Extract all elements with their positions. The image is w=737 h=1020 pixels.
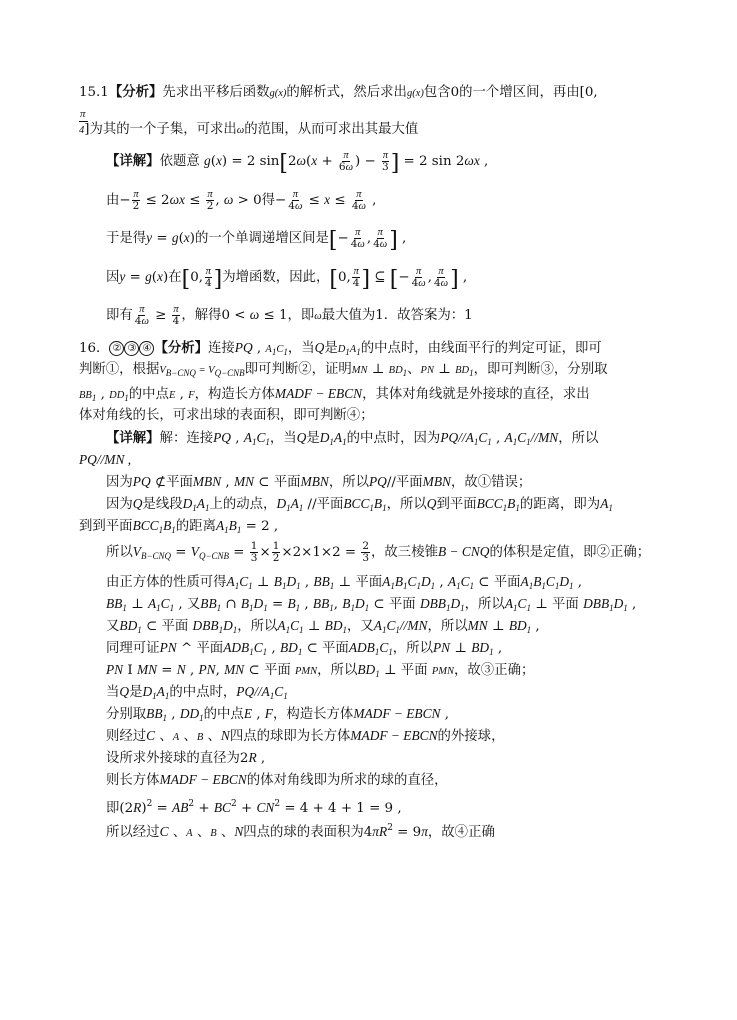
p16-detail-12: 当Q是$D_1A_1$的中点时，$PQ//A_1C_1$ [106,684,288,701]
p16-text: 、 [407,362,421,377]
p16-text: ，故三棱锥 [371,545,438,560]
p15-text: 即有 [106,308,133,323]
p16-detail-tag: 【详解】 [106,430,160,446]
p15-text: 包含0的一个增区间，再由[0, [423,85,598,100]
p16-text: ，所以 [386,497,427,512]
p15-text: ，即 [287,308,315,323]
p16-text: 当 [106,685,120,700]
p15-text: ，解得 [181,308,222,323]
p16-text: 的体对角线即为所求的球的直径， [246,773,448,788]
p16-text: 平面 [196,641,224,656]
p16-answer-4: ④ [139,341,154,356]
p16-text: ，所以 [237,619,278,634]
p16-detail-1: 【详解】解：连接PQ , $A_1C_1$，当Q是$D_1A_1$的中点时，因为$PQ//A_1C_1$ , $A_1C_1//MN$，所以 [106,430,599,447]
p16-detail-11: PN I MN = N , PN, MN ⊂ 平面 PMN，所以$BD_1$ ⊥ 平面 PMN，故③正确； [106,662,535,679]
p16-text: 的体积是定值，即②正确； [489,545,651,560]
p16-text: ，所以 [317,663,358,678]
p16-text: ，故①错误； [450,475,532,490]
p16-text: 分别取 [106,707,147,722]
p16-detail-7: 由正方体的性质可得$A_1C_1$ ⊥ $B_1D_1$ , $BB_1$ ⊥ 平面$A_1B_1C_1D_1$ , $A_1C_1$ ⊂ 平面$A_1B_1C_1D_1$ , [106,574,583,591]
p16-text: ，所以 [328,475,369,490]
p16-text: 则长方体 [106,773,160,788]
p16-text: 的中点时，由线面平行的判定可证，即可 [360,341,602,356]
p16-text: 连接 [208,341,235,356]
p16-detail-10: 同理可证PN ^ 平面$ADB_1C_1$ , $BD_1$ ⊂ 平面$ADB_1C_1$，所以PN ⊥ $BD_1$ , [106,640,503,657]
p16-text: ，即可判断③，分别取 [473,362,608,377]
p16-text: 是 [324,341,338,356]
p16-text: 平面 [316,497,344,512]
p16-text: ，构造长方体 [272,707,354,722]
p16-detail-18: 所以经过C 、A 、B 、N四点的球的表面积为$4\pi R^2 = 9\pi$，故④正确 [106,823,495,840]
p15-text: 先求出平移后函数 [162,85,270,100]
p15-text: 依题意 [159,154,200,169]
p16-text: 解：连接 [159,431,214,446]
p16-text: 四点的球即为长方体 [229,729,351,744]
p16-analysis-tag: 【分析】 [154,340,208,356]
p16-text: 的中点时， [169,685,237,700]
p15-text: 在 [168,270,182,285]
p16-text: 的中点时，因为 [346,431,441,446]
p16-text: 到平面 [436,497,477,512]
p16-detail-2: PQ//MN , [79,452,132,467]
p15-text: 的一个单调递增区间是 [194,231,329,246]
p15-detail-tag: 【详解】 [106,153,160,169]
p15-text: 于是得 [106,231,147,246]
p16-text: 因为 [106,475,133,490]
p16-text: 体对角线的长，可求出球的表面积，即可判断④； [79,408,374,423]
p16-line-4 [79,406,374,426]
p16-text: 判断①，根据 [79,362,160,377]
p16-text: 即可判断②，证明 [244,362,352,377]
p16-text: ，构造长方体 [194,387,275,402]
p15-line-2 [79,120,418,141]
p16-text: 由正方体的性质可得 [106,575,227,590]
p16-text: ，所以 [427,619,468,634]
p16-text: 是线段 [142,497,183,512]
p16-text: 同理可证 [106,641,160,656]
p16-text: 设所求外接球的直径为 [106,751,240,766]
p16-text: ，其体对角线就是外接球的直径，求出 [362,387,590,402]
p15-number: 15. [79,85,101,100]
p16-detail-13: 分别取$BB_1$ , $DD_1$的中点E , F，构造长方体MADF − EBCN , [106,706,449,723]
p16-text: ，当 [269,431,297,446]
p15-analysis-tag: 【分析】 [108,84,163,100]
p15-omega: ω [236,125,245,136]
p15-line-1 [79,82,598,104]
p16-text: 的距离 [175,519,216,534]
p16-text: 的中点 [128,387,169,402]
p16-detail-15: 设所求外接球的直径为2R , [106,750,266,766]
p16-detail-16: 则长方体MADF − EBCN的体对角线即为所求的球的直径， [106,772,448,788]
p15-text: 的解析式，然后求出 [286,85,407,100]
p16-text: ，所以 [558,431,599,446]
p15-detail-line-2: 由− $\frac{\pi}{2}$ ≤ 2ωx ≤ $\frac{\pi}{2}$ , ω > 0得− $\frac{\pi}{4\omega}$ ≤ x ≤ $\frac{\pi}{4\omega}$ , [106,189,377,212]
p16-answer-2: ② [109,341,124,356]
p16-text: 的外接球， [437,729,505,744]
p16-text: 平面 [395,475,423,490]
p16-text: 所以经过 [106,825,160,840]
p16-text: 是 [129,685,143,700]
p16-detail-3: 因为PQ ⊄平面MBN , MN ⊂ 平面MBN，所以PQ//平面MBN，故①错误； [106,474,532,490]
p16-detail-5: 到到平面$BCC_1B_1$的距离$A_1B_1 = 2$ , [79,518,279,535]
p15-detail-line-4: 因y = g(x)在[0, $\frac{\pi}{4}$ ]为增函数，因此，[0, $\frac{\pi}{4}$ ] ⊆ [− $\frac{\pi}{4\omega}$ , $\frac{\pi}{4\omega}$ ] , [106,266,468,292]
p16-text: 的中点 [203,707,244,722]
p16-text: 则经过 [106,729,147,744]
p16-text: 四点的球的表面积为 [243,825,364,840]
p15-gx: g(x) [269,88,287,99]
p16-line-1: 16． ② ③ ④ 【分析】连接PQ , A1C1，当Q是D1A1的中点时，由线面平行的判定可证，即可 [79,340,602,357]
p16-text: ，又 [347,619,374,634]
p15-text: 由 [106,193,120,208]
p16-number: 16． [79,341,110,356]
p16-text: 到到平面 [79,519,133,534]
p15-text: 的范围，从而可求出其最大值 [244,122,419,137]
p16-text: 是 [306,431,320,446]
p15-text: 得 [261,193,276,208]
p15-detail-line-5: 即有 $\frac{\pi}{4\omega}$ ≥ $\frac{\pi}{4}$ ，解得0 < ω ≤ 1，即ω最大值为1．故答案为：1 [106,304,473,327]
p15-text: 最大值为1．故答案为：1 [321,308,473,323]
p15-detail-line-1: 【详解】依题意 g(x) = 2 sin[2ω(x + $\frac{\pi}{6\omega}$ ) − $\frac{\pi}{3}$ ] = 2 sin 2ωx , [106,150,489,176]
p16-text: ，故③正确； [454,663,535,678]
p16-detail-17: 即$(2R)^2 = AB^2 + BC^2 + CN^2 = 4 + 4 + 1 = 9$ , [106,799,402,816]
p16-text: ，故④正确 [427,825,495,840]
p16-line-3: BB1 , DD1的中点E , F，构造长方体MADF − EBCN，其体对角线就是外接球的直径，求出 [79,386,590,403]
p16-text: ，所以 [392,641,433,656]
p16-text: 因为 [106,497,133,512]
p16-detail-9: 又$BD_1$ ⊂ 平面 $DBB_1D_1$，所以$A_1C_1$ ⊥ $BD_1$，又$A_1C_1//MN$，所以MN ⊥ $BD_1$ , [106,618,540,635]
p16-text: 即 [106,801,120,816]
p15-detail-line-3: 于是得y = g(x)的一个单调递增区间是[− $\frac{\pi}{4\omega}$ , $\frac{\pi}{4\omega}$ ] , [106,227,407,253]
p16-line-2: 判断①，根据VB−CNQ = VQ−CNB即可判断②，证明MN ⊥ BD1、PN ⊥ BD1，即可判断③，分别取 [79,362,608,378]
p16-text: ，当 [287,341,315,356]
p16-text: 又 [106,619,120,634]
p16-text: 所以 [106,545,133,560]
p16-text: 平面 [166,475,193,490]
p15-four: 4 [79,125,85,136]
p16-text: 又 [186,597,201,612]
p15-text: 因 [106,270,120,285]
p16-text: 的距离，即为 [519,497,601,512]
p16-detail-14: 则经过C 、A 、B 、N四点的球即为长方体MADF − EBCN的外接球， [106,728,505,744]
p15-pi: π [80,108,86,120]
p16-text: 上的动点， [209,497,277,512]
p15-answer: 1 [100,85,109,100]
p15-text: 为增函数，因此， [222,270,330,285]
p15-gx: g(x) [406,88,424,99]
p15-text: ]为其的一个子集，可求出 [84,122,237,137]
p16-detail-8: $BB_1$ ⊥ $A_1C_1$ , 又$BB_1$ ∩ $B_1D_1 = B_1$ , $BB_1$, $B_1D_1$ ⊂ 平面 $DBB_1D_1$，所以$A_1C_1$ ⊥ 平面 $DBB_1D_1$ , [106,596,637,613]
p16-detail-6: 所以$V_{B-CNQ} = V_{Q-CNB}$ = $\frac{1}{3}$ × $\frac{1}{2}$ ×2×1×2 = $\frac{2}{3}$ ，故三棱锥B − CNQ的体积是定值，即②正确； [106,540,651,564]
p16-text: ，所以 [464,597,505,612]
p16-answer-3: ③ [124,341,139,356]
p16-detail-4: 因为Q是线段$D_1A_1$上的动点，$D_1A_1$ //平面$BCC_1B_1$，所以Q到平面$BCC_1B_1$的距离，即为$A_1$ [106,496,613,513]
